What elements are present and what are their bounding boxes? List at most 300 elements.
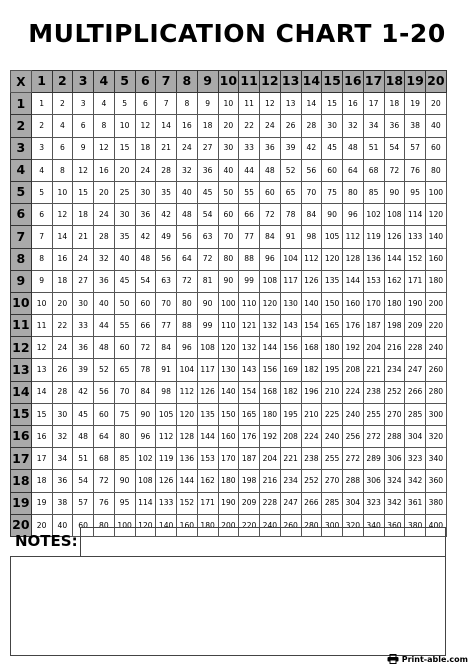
product-cell: 45 <box>197 181 218 203</box>
row-header: 6 <box>11 204 32 226</box>
product-cell: 16 <box>94 159 115 181</box>
column-header: 19 <box>405 71 426 93</box>
product-cell: 55 <box>114 315 135 337</box>
product-cell: 170 <box>218 448 239 470</box>
product-cell: 171 <box>405 270 426 292</box>
product-cell: 120 <box>218 337 239 359</box>
product-cell: 45 <box>73 403 94 425</box>
row-header: 8 <box>11 248 32 270</box>
product-cell: 4 <box>52 115 73 137</box>
product-cell: 144 <box>384 248 405 270</box>
product-cell: 209 <box>239 492 260 514</box>
product-cell: 180 <box>384 292 405 314</box>
column-header: 8 <box>177 71 198 93</box>
product-cell: 7 <box>156 93 177 115</box>
product-cell: 105 <box>156 403 177 425</box>
product-cell: 12 <box>260 93 281 115</box>
product-cell: 198 <box>384 315 405 337</box>
product-cell: 56 <box>94 381 115 403</box>
product-cell: 88 <box>239 248 260 270</box>
product-cell: 72 <box>260 204 281 226</box>
product-cell: 60 <box>322 159 343 181</box>
product-cell: 228 <box>260 492 281 514</box>
product-cell: 70 <box>218 226 239 248</box>
product-cell: 104 <box>280 248 301 270</box>
product-cell: 66 <box>239 204 260 226</box>
row-header: 13 <box>11 359 32 381</box>
product-cell: 156 <box>280 337 301 359</box>
product-cell: 9 <box>197 93 218 115</box>
product-cell: 5 <box>31 181 52 203</box>
product-cell: 27 <box>197 137 218 159</box>
product-cell: 72 <box>135 337 156 359</box>
row-header: 1 <box>11 93 32 115</box>
multiplication-table <box>10 70 447 537</box>
product-cell: 26 <box>280 115 301 137</box>
product-cell: 216 <box>384 337 405 359</box>
product-cell: 117 <box>197 359 218 381</box>
product-cell: 9 <box>31 270 52 292</box>
product-cell: 143 <box>239 359 260 381</box>
product-cell: 304 <box>405 426 426 448</box>
product-cell: 72 <box>177 270 198 292</box>
product-cell: 136 <box>177 448 198 470</box>
product-cell: 28 <box>52 381 73 403</box>
table-row <box>11 204 447 226</box>
product-cell: 260 <box>426 359 447 381</box>
product-cell: 128 <box>343 248 364 270</box>
product-cell: 24 <box>52 337 73 359</box>
product-cell: 280 <box>426 381 447 403</box>
product-cell: 198 <box>239 470 260 492</box>
table-row <box>11 181 447 203</box>
product-cell: 88 <box>177 315 198 337</box>
product-cell: 32 <box>94 248 115 270</box>
product-cell: 143 <box>280 315 301 337</box>
product-cell: 50 <box>218 181 239 203</box>
product-cell: 4 <box>94 93 115 115</box>
product-cell: 48 <box>94 337 115 359</box>
product-cell: 342 <box>384 492 405 514</box>
product-cell: 114 <box>135 492 156 514</box>
product-cell: 121 <box>239 315 260 337</box>
product-cell: 48 <box>343 137 364 159</box>
product-cell: 30 <box>322 115 343 137</box>
column-header: 16 <box>343 71 364 93</box>
product-cell: 182 <box>301 359 322 381</box>
product-cell: 90 <box>197 292 218 314</box>
column-header: 7 <box>156 71 177 93</box>
product-cell: 8 <box>177 93 198 115</box>
product-cell: 128 <box>177 426 198 448</box>
product-cell: 126 <box>301 270 322 292</box>
product-cell: 120 <box>426 204 447 226</box>
product-cell: 40 <box>426 115 447 137</box>
product-cell: 108 <box>384 204 405 226</box>
product-cell: 49 <box>156 226 177 248</box>
product-cell: 14 <box>31 381 52 403</box>
product-cell: 4 <box>31 159 52 181</box>
product-cell: 30 <box>218 137 239 159</box>
product-cell: 45 <box>114 270 135 292</box>
product-cell: 40 <box>218 159 239 181</box>
table-row <box>11 359 447 381</box>
table-row <box>11 470 447 492</box>
product-cell: 247 <box>405 359 426 381</box>
product-cell: 160 <box>426 248 447 270</box>
product-cell: 77 <box>156 315 177 337</box>
product-cell: 90 <box>218 270 239 292</box>
row-header: 9 <box>11 270 32 292</box>
product-cell: 270 <box>322 470 343 492</box>
column-header: 6 <box>135 71 156 93</box>
product-cell: 126 <box>384 226 405 248</box>
product-cell: 133 <box>405 226 426 248</box>
product-cell: 144 <box>197 426 218 448</box>
column-header: 14 <box>301 71 322 93</box>
notes-header-box <box>80 527 446 557</box>
product-cell: 209 <box>405 315 426 337</box>
product-cell: 77 <box>239 226 260 248</box>
product-cell: 240 <box>260 514 281 536</box>
product-cell: 18 <box>73 204 94 226</box>
product-cell: 44 <box>239 159 260 181</box>
product-cell: 15 <box>114 137 135 159</box>
product-cell: 63 <box>156 270 177 292</box>
notes-label: NOTES: <box>15 532 78 550</box>
product-cell: 68 <box>363 159 384 181</box>
product-cell: 220 <box>239 514 260 536</box>
table-row <box>11 381 447 403</box>
product-cell: 48 <box>135 248 156 270</box>
product-cell: 255 <box>322 448 343 470</box>
product-cell: 15 <box>73 181 94 203</box>
product-cell: 16 <box>31 426 52 448</box>
product-cell: 35 <box>114 226 135 248</box>
product-cell: 190 <box>218 492 239 514</box>
product-cell: 39 <box>73 359 94 381</box>
product-cell: 108 <box>197 337 218 359</box>
product-cell: 13 <box>31 359 52 381</box>
product-cell: 26 <box>52 359 73 381</box>
product-cell: 16 <box>177 115 198 137</box>
product-cell: 136 <box>363 248 384 270</box>
product-cell: 9 <box>73 137 94 159</box>
row-header: 5 <box>11 181 32 203</box>
product-cell: 38 <box>52 492 73 514</box>
product-cell: 12 <box>94 137 115 159</box>
product-cell: 21 <box>73 226 94 248</box>
product-cell: 104 <box>177 359 198 381</box>
product-cell: 32 <box>52 426 73 448</box>
row-header: 18 <box>11 470 32 492</box>
row-header: 15 <box>11 403 32 425</box>
row-header: 20 <box>11 514 32 536</box>
product-cell: 320 <box>343 514 364 536</box>
product-cell: 34 <box>52 448 73 470</box>
product-cell: 224 <box>343 381 364 403</box>
product-cell: 304 <box>343 492 364 514</box>
product-cell: 96 <box>177 337 198 359</box>
product-cell: 70 <box>114 381 135 403</box>
header-row <box>11 71 447 93</box>
product-cell: 300 <box>322 514 343 536</box>
product-cell: 20 <box>94 181 115 203</box>
product-cell: 11 <box>31 315 52 337</box>
product-cell: 240 <box>322 426 343 448</box>
product-cell: 361 <box>405 492 426 514</box>
product-cell: 84 <box>135 381 156 403</box>
product-cell: 84 <box>156 337 177 359</box>
product-cell: 272 <box>363 426 384 448</box>
product-cell: 48 <box>177 204 198 226</box>
product-cell: 56 <box>177 226 198 248</box>
product-cell: 112 <box>177 381 198 403</box>
product-cell: 11 <box>239 93 260 115</box>
product-cell: 180 <box>260 403 281 425</box>
product-cell: 130 <box>218 359 239 381</box>
product-cell: 15 <box>31 403 52 425</box>
product-cell: 34 <box>363 115 384 137</box>
product-cell: 12 <box>52 204 73 226</box>
product-cell: 176 <box>239 426 260 448</box>
product-cell: 76 <box>94 492 115 514</box>
product-cell: 96 <box>260 248 281 270</box>
product-cell: 228 <box>405 337 426 359</box>
product-cell: 10 <box>114 115 135 137</box>
product-cell: 132 <box>239 337 260 359</box>
product-cell: 51 <box>363 137 384 159</box>
product-cell: 22 <box>239 115 260 137</box>
product-cell: 6 <box>52 137 73 159</box>
product-cell: 60 <box>94 403 115 425</box>
product-cell: 72 <box>384 159 405 181</box>
product-cell: 42 <box>301 137 322 159</box>
table-row <box>11 426 447 448</box>
product-cell: 180 <box>322 337 343 359</box>
product-cell: 238 <box>301 448 322 470</box>
product-cell: 36 <box>384 115 405 137</box>
product-cell: 91 <box>156 359 177 381</box>
product-cell: 6 <box>135 93 156 115</box>
product-cell: 18 <box>197 115 218 137</box>
product-cell: 154 <box>301 315 322 337</box>
product-cell: 80 <box>114 426 135 448</box>
product-cell: 72 <box>94 470 115 492</box>
product-cell: 45 <box>322 137 343 159</box>
product-cell: 180 <box>426 270 447 292</box>
product-cell: 117 <box>280 270 301 292</box>
product-cell: 153 <box>197 448 218 470</box>
row-header: 11 <box>11 315 32 337</box>
product-cell: 152 <box>177 492 198 514</box>
product-cell: 340 <box>363 514 384 536</box>
column-header: 15 <box>322 71 343 93</box>
product-cell: 3 <box>31 137 52 159</box>
product-cell: 12 <box>135 115 156 137</box>
notes-area <box>10 556 446 656</box>
product-cell: 289 <box>363 448 384 470</box>
column-header: 10 <box>218 71 239 93</box>
product-cell: 252 <box>384 381 405 403</box>
product-cell: 25 <box>114 181 135 203</box>
product-cell: 380 <box>426 492 447 514</box>
product-cell: 60 <box>426 137 447 159</box>
product-cell: 80 <box>343 181 364 203</box>
product-cell: 140 <box>156 514 177 536</box>
product-cell: 40 <box>177 181 198 203</box>
product-cell: 20 <box>52 292 73 314</box>
product-cell: 324 <box>384 470 405 492</box>
product-cell: 280 <box>301 514 322 536</box>
product-cell: 30 <box>135 181 156 203</box>
product-cell: 120 <box>260 292 281 314</box>
product-cell: 12 <box>31 337 52 359</box>
product-cell: 10 <box>52 181 73 203</box>
product-cell: 340 <box>426 448 447 470</box>
table-row <box>11 448 447 470</box>
product-cell: 400 <box>426 514 447 536</box>
product-cell: 110 <box>239 292 260 314</box>
product-cell: 208 <box>343 359 364 381</box>
product-cell: 114 <box>405 204 426 226</box>
product-cell: 238 <box>363 381 384 403</box>
product-cell: 135 <box>322 270 343 292</box>
product-cell: 234 <box>384 359 405 381</box>
product-cell: 210 <box>301 403 322 425</box>
product-cell: 8 <box>94 115 115 137</box>
product-cell: 54 <box>135 270 156 292</box>
product-cell: 140 <box>426 226 447 248</box>
product-cell: 18 <box>52 270 73 292</box>
row-header: 17 <box>11 448 32 470</box>
product-cell: 40 <box>114 248 135 270</box>
product-cell: 150 <box>218 403 239 425</box>
product-cell: 195 <box>280 403 301 425</box>
product-cell: 78 <box>135 359 156 381</box>
product-cell: 24 <box>177 137 198 159</box>
product-cell: 80 <box>94 514 115 536</box>
product-cell: 266 <box>405 381 426 403</box>
row-header: 3 <box>11 137 32 159</box>
product-cell: 60 <box>260 181 281 203</box>
row-header: 19 <box>11 492 32 514</box>
product-cell: 1 <box>31 93 52 115</box>
product-cell: 15 <box>322 93 343 115</box>
product-cell: 19 <box>405 93 426 115</box>
row-header: 2 <box>11 115 32 137</box>
product-cell: 165 <box>239 403 260 425</box>
product-cell: 42 <box>73 381 94 403</box>
product-cell: 10 <box>218 93 239 115</box>
product-cell: 272 <box>343 448 364 470</box>
product-cell: 100 <box>426 181 447 203</box>
product-cell: 21 <box>156 137 177 159</box>
product-cell: 32 <box>343 115 364 137</box>
product-cell: 18 <box>31 470 52 492</box>
product-cell: 126 <box>197 381 218 403</box>
product-cell: 66 <box>135 315 156 337</box>
row-header: 16 <box>11 426 32 448</box>
product-cell: 190 <box>405 292 426 314</box>
product-cell: 10 <box>31 292 52 314</box>
row-header: 7 <box>11 226 32 248</box>
product-cell: 33 <box>73 315 94 337</box>
product-cell: 63 <box>197 226 218 248</box>
product-cell: 120 <box>177 403 198 425</box>
product-cell: 65 <box>114 359 135 381</box>
product-cell: 150 <box>322 292 343 314</box>
product-cell: 187 <box>239 448 260 470</box>
table-row <box>11 226 447 248</box>
product-cell: 220 <box>426 315 447 337</box>
product-cell: 2 <box>52 93 73 115</box>
printer-icon <box>387 654 399 664</box>
column-header: 13 <box>280 71 301 93</box>
product-cell: 256 <box>343 426 364 448</box>
product-cell: 8 <box>31 248 52 270</box>
product-cell: 54 <box>73 470 94 492</box>
product-cell: 48 <box>260 159 281 181</box>
column-header: 12 <box>260 71 281 93</box>
product-cell: 42 <box>156 204 177 226</box>
product-cell: 38 <box>405 115 426 137</box>
product-cell: 36 <box>135 204 156 226</box>
product-cell: 192 <box>260 426 281 448</box>
product-cell: 16 <box>52 248 73 270</box>
product-cell: 221 <box>280 448 301 470</box>
product-cell: 40 <box>52 514 73 536</box>
table-row <box>11 492 447 514</box>
product-cell: 342 <box>405 470 426 492</box>
product-cell: 90 <box>114 470 135 492</box>
product-cell: 18 <box>384 93 405 115</box>
product-cell: 252 <box>301 470 322 492</box>
product-cell: 54 <box>384 137 405 159</box>
product-cell: 24 <box>260 115 281 137</box>
product-cell: 64 <box>343 159 364 181</box>
product-cell: 162 <box>384 270 405 292</box>
product-cell: 27 <box>73 270 94 292</box>
product-cell: 240 <box>343 403 364 425</box>
product-cell: 168 <box>260 381 281 403</box>
product-cell: 105 <box>322 226 343 248</box>
product-cell: 72 <box>197 248 218 270</box>
product-cell: 6 <box>31 204 52 226</box>
product-cell: 98 <box>156 381 177 403</box>
product-cell: 13 <box>280 93 301 115</box>
product-cell: 195 <box>322 359 343 381</box>
product-cell: 50 <box>114 292 135 314</box>
product-cell: 85 <box>114 448 135 470</box>
product-cell: 60 <box>73 514 94 536</box>
product-cell: 126 <box>156 470 177 492</box>
product-cell: 99 <box>239 270 260 292</box>
product-cell: 20 <box>426 93 447 115</box>
table-row <box>11 248 447 270</box>
product-cell: 200 <box>218 514 239 536</box>
product-cell: 35 <box>156 181 177 203</box>
product-cell: 95 <box>405 181 426 203</box>
product-cell: 140 <box>301 292 322 314</box>
product-cell: 14 <box>301 93 322 115</box>
product-cell: 182 <box>280 381 301 403</box>
corner-cell: X <box>11 71 32 93</box>
product-cell: 108 <box>260 270 281 292</box>
product-cell: 285 <box>405 403 426 425</box>
product-cell: 208 <box>280 426 301 448</box>
product-cell: 6 <box>73 115 94 137</box>
